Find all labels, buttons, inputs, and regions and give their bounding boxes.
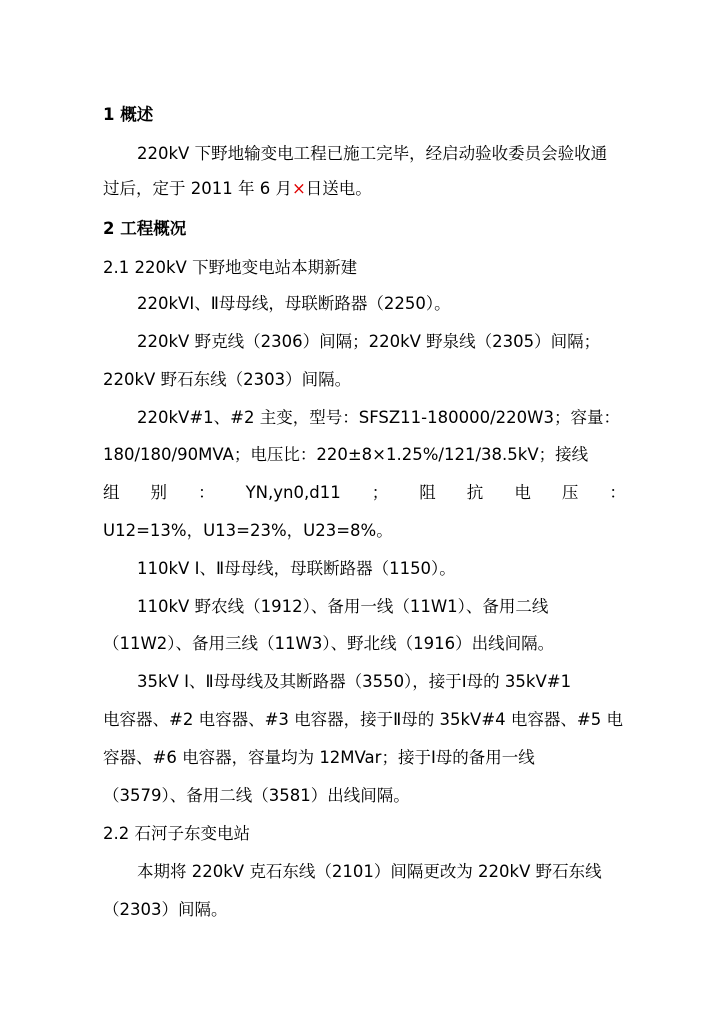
paragraph-line: 容器、#6 电容器，容量均为 12MVar；接于Ⅰ母的备用一线 [103, 748, 535, 767]
paragraph-line: （3579）、备用二线（3581）出线间隔。 [103, 786, 410, 805]
paragraph-line: 220kV#1、#2 主变，型号：SFSZ11-180000/220W3；容量： [137, 408, 620, 427]
paragraph-line: 35kV Ⅰ、Ⅱ母母线及其断路器（3550），接于Ⅰ母的 35kV#1 [137, 672, 572, 691]
section-2-heading: 2 工程概况 [103, 219, 187, 238]
text-run: 电 [514, 483, 531, 502]
justified-line [103, 481, 626, 505]
paragraph-line: 110kV 野农线（1912）、备用一线（11W1）、备用二线 [137, 597, 549, 616]
paragraph-line: 220kV 野石东线（2303）间隔。 [103, 370, 352, 389]
paragraph-line: 220kV 野克线（2306）间隔；220kV 野泉线（2305）间隔； [137, 332, 601, 351]
paragraph-line [103, 177, 626, 201]
section-1-heading: 1 概述 [103, 105, 154, 124]
paragraph-line: 220kV 下野地输变电工程已施工完毕，经启动验收委员会验收通 [137, 144, 608, 163]
red-x-mark: × [291, 179, 306, 198]
text-run: 过后，定于 2011 年 6 月 [103, 179, 292, 198]
paragraph-line: 110kV Ⅰ、Ⅱ母母线，母联断路器（1150）。 [137, 559, 456, 578]
text-run: 别 [150, 483, 168, 502]
subsection-2-1-heading: 2.1 220kV 下野地变电站本期新建 [103, 258, 358, 277]
text-run: 阻 [419, 483, 436, 502]
text-run: 压 [561, 483, 579, 502]
text-run: ； [371, 483, 389, 502]
paragraph-line: 220kVⅠ、Ⅱ母母线，母联断路器（2250）。 [137, 294, 451, 313]
text-run: ： [198, 483, 215, 502]
paragraph-line: 180/180/90MVA；电压比：220±8×1.25%/121/38.5kV；接线 [103, 445, 589, 464]
text-run: 日送电。 [305, 179, 372, 198]
paragraph-line: U12=13%，U13=23%，U23=8%。 [103, 521, 393, 540]
text-run: 抗 [466, 483, 484, 502]
text-run: ： [609, 483, 626, 502]
paragraph-line: 本期将 220kV 克石东线（2101）间隔更改为 220kV 野石东线 [137, 862, 602, 881]
text-run: 组 [103, 483, 120, 502]
paragraph-line: 电容器、#2 电容器、#3 电容器，接于Ⅱ母的 35kV#4 电容器、#5 电 [103, 710, 623, 729]
subsection-2-2-heading: 2.2 石河子东变电站 [103, 824, 250, 843]
paragraph-line: （11W2）、备用三线（11W3）、野北线（1916）出线间隔。 [103, 634, 555, 653]
text-run: YN,yn0,d11 [245, 483, 341, 502]
paragraph-line: （2303）间隔。 [103, 900, 228, 919]
